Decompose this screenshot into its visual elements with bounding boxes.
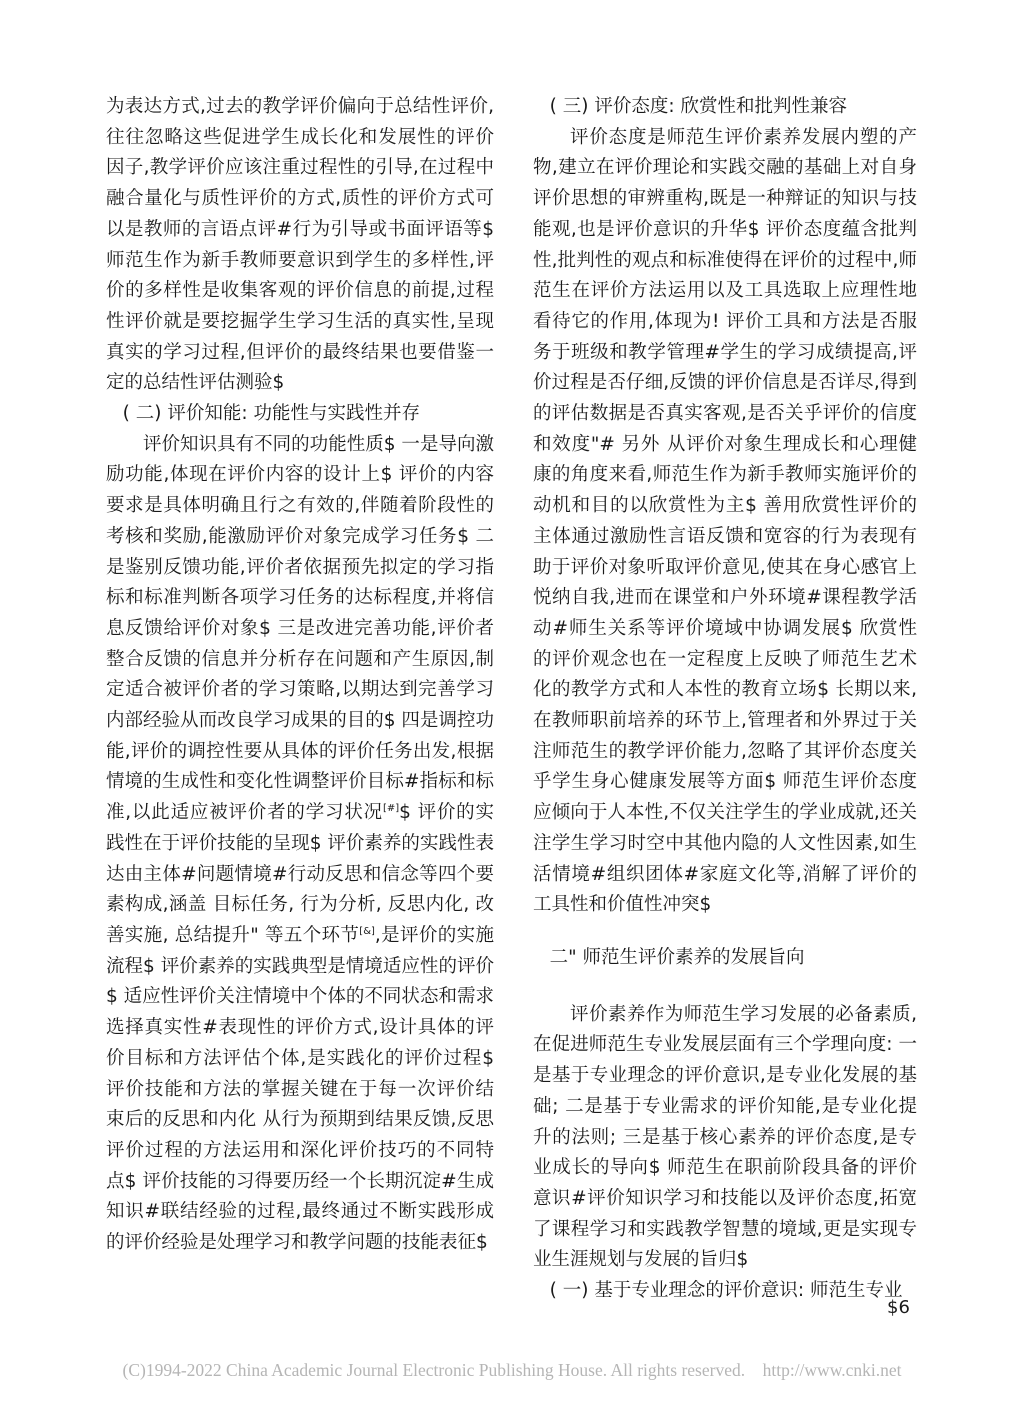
paragraph-evaluation-attitude: 评价态度是师范生评价素养发展内塑的产物,建立在评价理论和实践交融的基础上对自身评价思想的审辨重构,既是一种辩证的知识与技能观,也是评价意识的升华$ 评价态度蕴含批判性,批判性的观点和标准使得在评价的过程中,师范生在评价方法运用以及工具选取上应理性地看待它的作用,体现为! 评价工具和方法是否服务于班级和教学管理#学生的学习成绩提高,评价过程是否仔细,反馈的评价信息是否详尽,得到的评估数据是否真实客观,是否关乎评价的信度和效度"# 另外 从评价对象生理成长和心理健康的角度来看,师范生作为新手教师实施评价的动机和目的以欣赏性为主$ 善用欣赏性评价的主体通过激励性言语反馈和宽容的行为表现有助于评价对象听取评价意见,使其在身心感官上悦纳自我,进而在课堂和户外环境#课程教学活动#师生关系等评价境域中协调发展$ 欣赏性的评价观念也在一定程度上反映了师范生艺术化的教学方式和人本性的教育立场$ 长期以来,在教师职前培养的环节上,管理者和外界过于关注师范生的教学评价能力,忽略了其评价态度关乎学生身心健康发展等方面$ 师范生评价态度应倾向于人本性,不仅关注学生的学业成就,还关注学生学习时空中其他内隐的人文性因素,如生活情境#组织团体#家庭文化等,消解了评价的工具性和价值性冲突$ [533, 126, 917, 916]
citation-marker: [&] [359, 925, 375, 937]
paragraph-text: 评价知识具有不同的功能性质$ 一是导向激励功能,体现在评价内容的设计上$ 评价的内容要求是具体明确且行之有效的,伴随着阶段性的考核和奖励,能激励评价对象完成学习任务$ 二是鉴别反馈功能,评价者依据预先拟定的学习指标和标准判断各项学习任务的达标程度,并将信息反馈给评价对象$ 三是改进完善功能,评价者整合反馈的信息并分析存在问题和产生原因,制定适合被评价者的学习策略,以期达到完善学习内部经验从而改良学习成果的目的$ 四是调控功能,评价的调控性要从具体的评价任务出发,根据情境的生成性和变化性调整评价目标#指标和标准,以此适应被评价者的学习状况 [106, 433, 494, 824]
left-column [106, 92, 494, 1259]
paragraph-assessment-methods: 为表达方式,过去的教学评价偏向于总结性评价,往往忽略这些促进学生成长化和发展性的评价因子,教学评价应该注重过程性的引导,在过程中融合量化与质性评价的方式,质性的评价方式可以是教师的言语点评#行为引导或书面评语等$ 师范生作为新手教师要意识到学生的多样性,评价的多样性是收集客观的评价信息的前提,过程性评价就是要挖掘学生学习生活的真实性,呈现真实的学习过程,但评价的最终结果也要借鉴一定的总结性评估测验$ [106, 96, 494, 394]
paragraph-text: ,是评价的实施流程$ 评价素养的实践典型是情境适应性的评价$ 适应性评价关注情境中个体的不同状态和需求选择真实性#表现性的评价方式,设计具体的评价目标和方法评估个体,是实践化的评价过程$ 评价技能和方法的掌握关键在于每一次评价结束后的反思和内化 从行为预期到结果反馈,反思评价过程的方法运用和深化评价技巧的不同特点$ 评价技能的习得要历经一个长期沉淀#生成知识#联结经验的过程,最终通过不断实践形成的评价经验是处理学习和教学问题的技能表征$ [106, 924, 494, 1254]
subheading-evaluation-attitude: ( 三) 评价态度: 欣赏性和批判性兼容 [549, 96, 847, 117]
paragraph-evaluation-knowledge [106, 430, 494, 1259]
subheading-professional-awareness: ( 一) 基于专业理念的评价意识: 师范生专业 [549, 1280, 903, 1302]
citation-marker: [#] [382, 803, 400, 815]
right-column [533, 92, 917, 1307]
copyright-footer: (C)1994-2022 China Academic Journal Electronic Publishing House. All rights reserved. http://www.cnki.net [122, 1360, 902, 1380]
paragraph-development-direction: 评价素养作为师范生学习发展的必备素质,在促进师范生专业发展层面有三个学理向度: 一是基于专业理念的评价意识,是专业化发展的基础; 二是基于专业需求的评价知能,是专业化提升的法则; 三是基于核心素养的评价态度,是专业成长的导向$ 师范生在职前阶段具备的评价意识#评价知识学习和技能以及评价态度,拓宽了课程学习和实践教学智慧的境域,更是实现专业生涯规划与发展的旨归$ [533, 1003, 917, 1271]
page-number: $6 [887, 1297, 910, 1318]
paragraph-text: $ 评价的实践性在于评价技能的呈现$ 评价素养的实践性表达由主体#问题情境#行动反思和信念等四个要素构成,涵盖 目标任务, 行为分析, 反思内化, 改善实施, 总结提升" 等五个环节 [106, 802, 494, 946]
section-heading-development-direction: 二" 师范生评价素养的发展旨向 [549, 946, 805, 968]
subheading-evaluation-knowledge: ( 二) 评价知能: 功能性与实践性并存 [122, 403, 420, 425]
